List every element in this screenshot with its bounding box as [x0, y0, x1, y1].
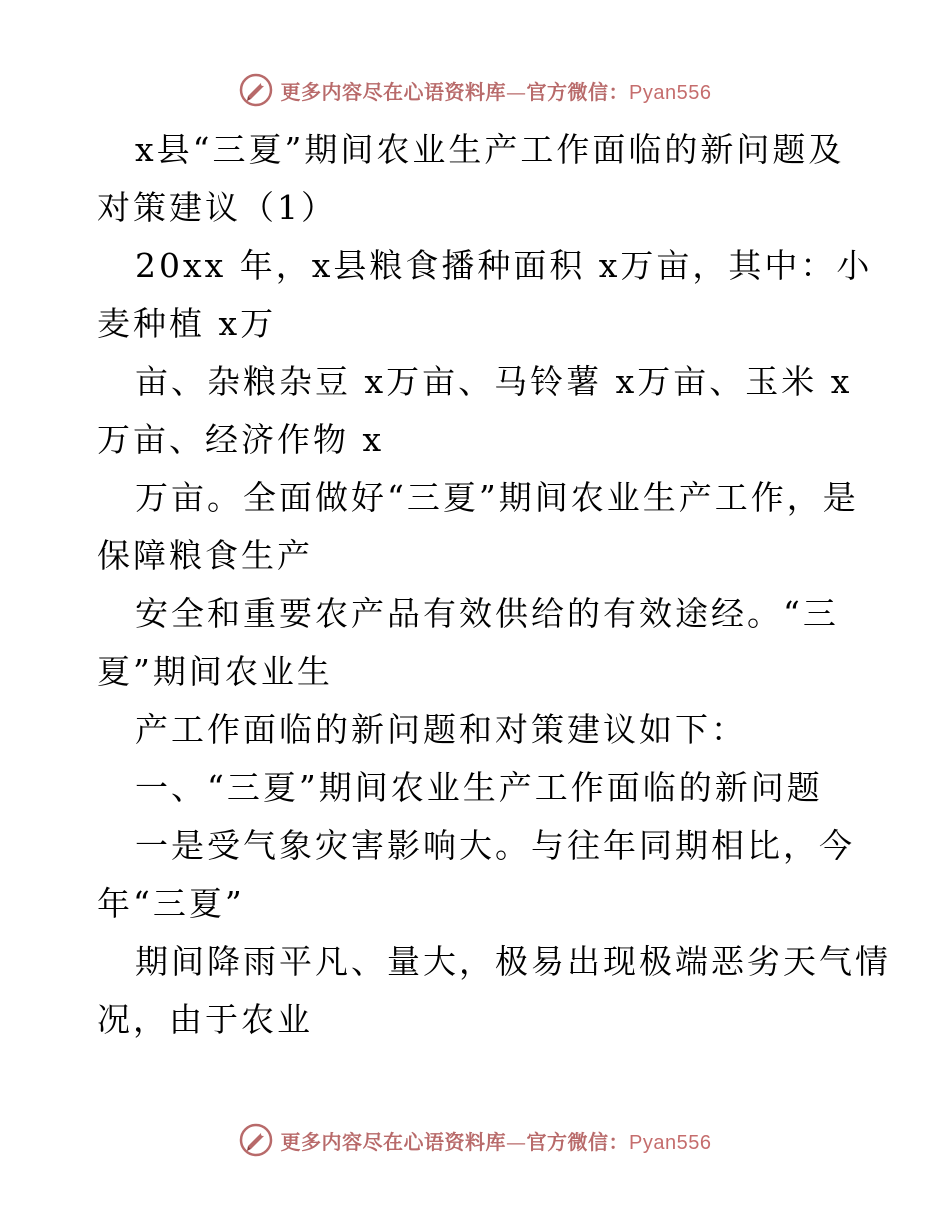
logo-icon [239, 1123, 273, 1157]
paragraph-line: 况，由于农业 [97, 1000, 313, 1039]
paragraph-line: 亩、杂粮杂豆 x万亩、马铃薯 x万亩、玉米 x [135, 362, 853, 401]
banner-wechat-id: Pyan556 [629, 81, 712, 104]
banner-wechat-label: 官方微信： [526, 1129, 630, 1154]
paragraph-line: 产工作面临的新问题和对策建议如下： [135, 710, 747, 749]
banner-slogan: 更多内容尽在心语资料库 [280, 79, 507, 104]
paragraph-line: 一是受气象灾害影响大。与往年同期相比，今 [135, 826, 855, 865]
paragraph-line: 20xx 年，x县粮食播种面积 x万亩，其中：小 [135, 246, 873, 285]
paragraph-line: 安全和重要农产品有效供给的有效途经。“三 [135, 594, 839, 633]
logo-icon [239, 73, 273, 107]
banner-text [281, 1126, 712, 1155]
paragraph-line: 保障粮食生产 [97, 536, 313, 575]
header-banner [0, 70, 950, 110]
title-line-2: 对策建议（1） [97, 188, 337, 227]
paragraph-line: 麦种植 x万 [97, 304, 277, 343]
paragraph-line: 夏”期间农业生 [97, 652, 333, 691]
document-body [97, 121, 891, 1049]
paragraph-line: 年“三夏” [97, 884, 245, 923]
paragraph-line: 万亩。全面做好“三夏”期间农业生产工作，是 [135, 478, 859, 517]
banner-wechat-label: 官方微信： [526, 79, 630, 104]
section-heading: 一、“三夏”期间农业生产工作面临的新问题 [135, 768, 823, 807]
banner-wechat-id: Pyan556 [629, 1131, 712, 1154]
banner-text [281, 76, 712, 105]
title-line-1: x县“三夏”期间农业生产工作面临的新问题及 [135, 130, 845, 169]
banner-slogan: 更多内容尽在心语资料库 [280, 1129, 507, 1154]
banner-separator: — [506, 1129, 527, 1154]
paragraph-line: 期间降雨平凡、量大，极易出现极端恶劣天气情 [135, 942, 891, 981]
paragraph-line: 万亩、经济作物 x [97, 420, 385, 459]
banner-separator: — [506, 79, 527, 104]
footer-banner [0, 1120, 950, 1160]
